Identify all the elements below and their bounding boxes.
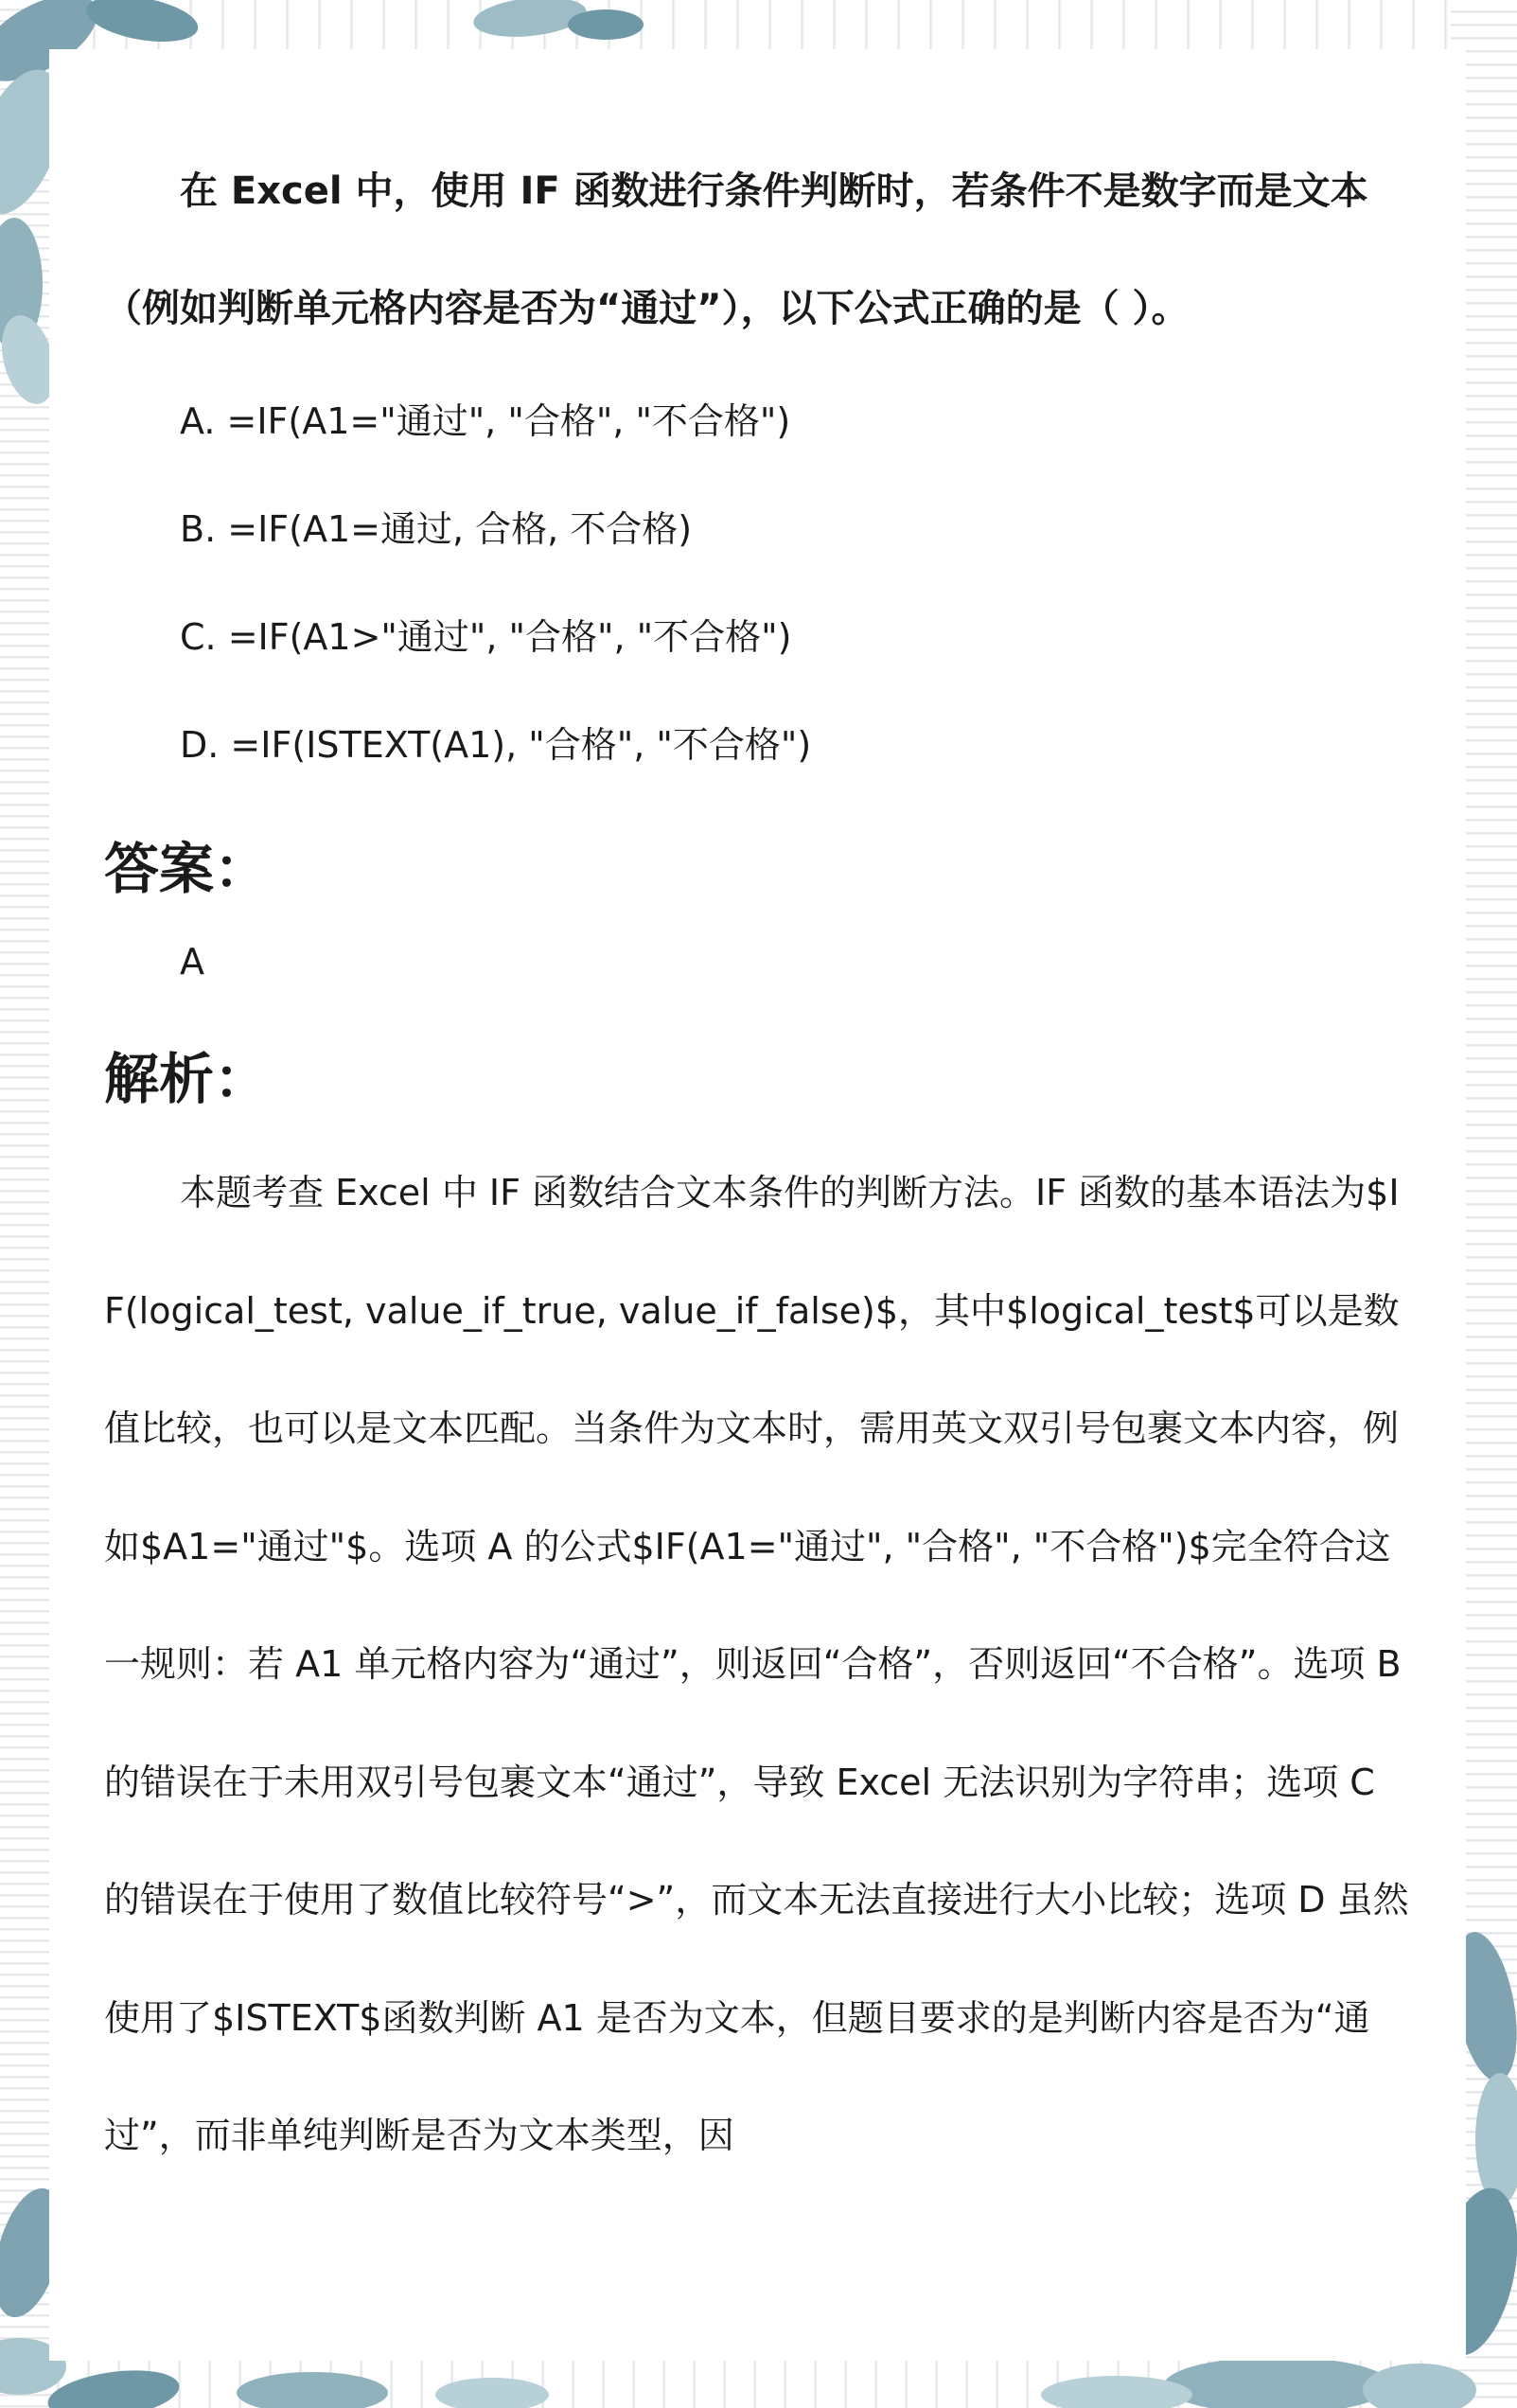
analysis-heading: 解析： — [104, 1047, 270, 1111]
option-b: B. =IF(A1=通过, 合格, 不合格) — [180, 508, 693, 550]
answer-value: A — [180, 941, 204, 983]
option-a: A. =IF(A1="通过", "合格", "不合格") — [180, 400, 791, 442]
option-c: C. =IF(A1>"通过", "合格", "不合格") — [180, 616, 792, 658]
document-content — [104, 133, 1420, 2195]
answer-heading: 答案： — [104, 837, 270, 901]
analysis-text: 本题考查 Excel 中 IF 函数结合文本条件的判断方法。IF 函数的基本语法为$IF(logical_test, value_if_true, value_if_false)$，其中$logical_test$可以是数值比较，也可以是文本匹配。当条件为文本时，需用英文双引号包裹文本内容，例如$A1="通过"$。选项 A 的公式$IF(A1="通过", "合格", "不合格")$完全符合这一规则：若 A1 单元格内容为“通过”，则返回“合格”，否则返回“不合格”。选项 B 的错误在于未用双引号包裹文本“通过”，导致 Excel 无法识别为字符串；选项 C 的错误在于使用了数值比较符号“>”，而文本无法直接进行大小比较；选项 D 虽然使用了$ISTEXT$函数判断 A1 是否为文本，但题目要求的是判断内容是否为“通过”，而非单纯判断是否为文本类型，因 — [104, 1172, 1409, 2156]
question-text: 在 Excel 中，使用 IF 函数进行条件判断时，若条件不是数字而是文本（例如判断单元格内容是否为“通过”），以下公式正确的是（ ）。 — [104, 169, 1368, 330]
option-d: D. =IF(ISTEXT(A1), "合格", "不合格") — [180, 724, 812, 766]
